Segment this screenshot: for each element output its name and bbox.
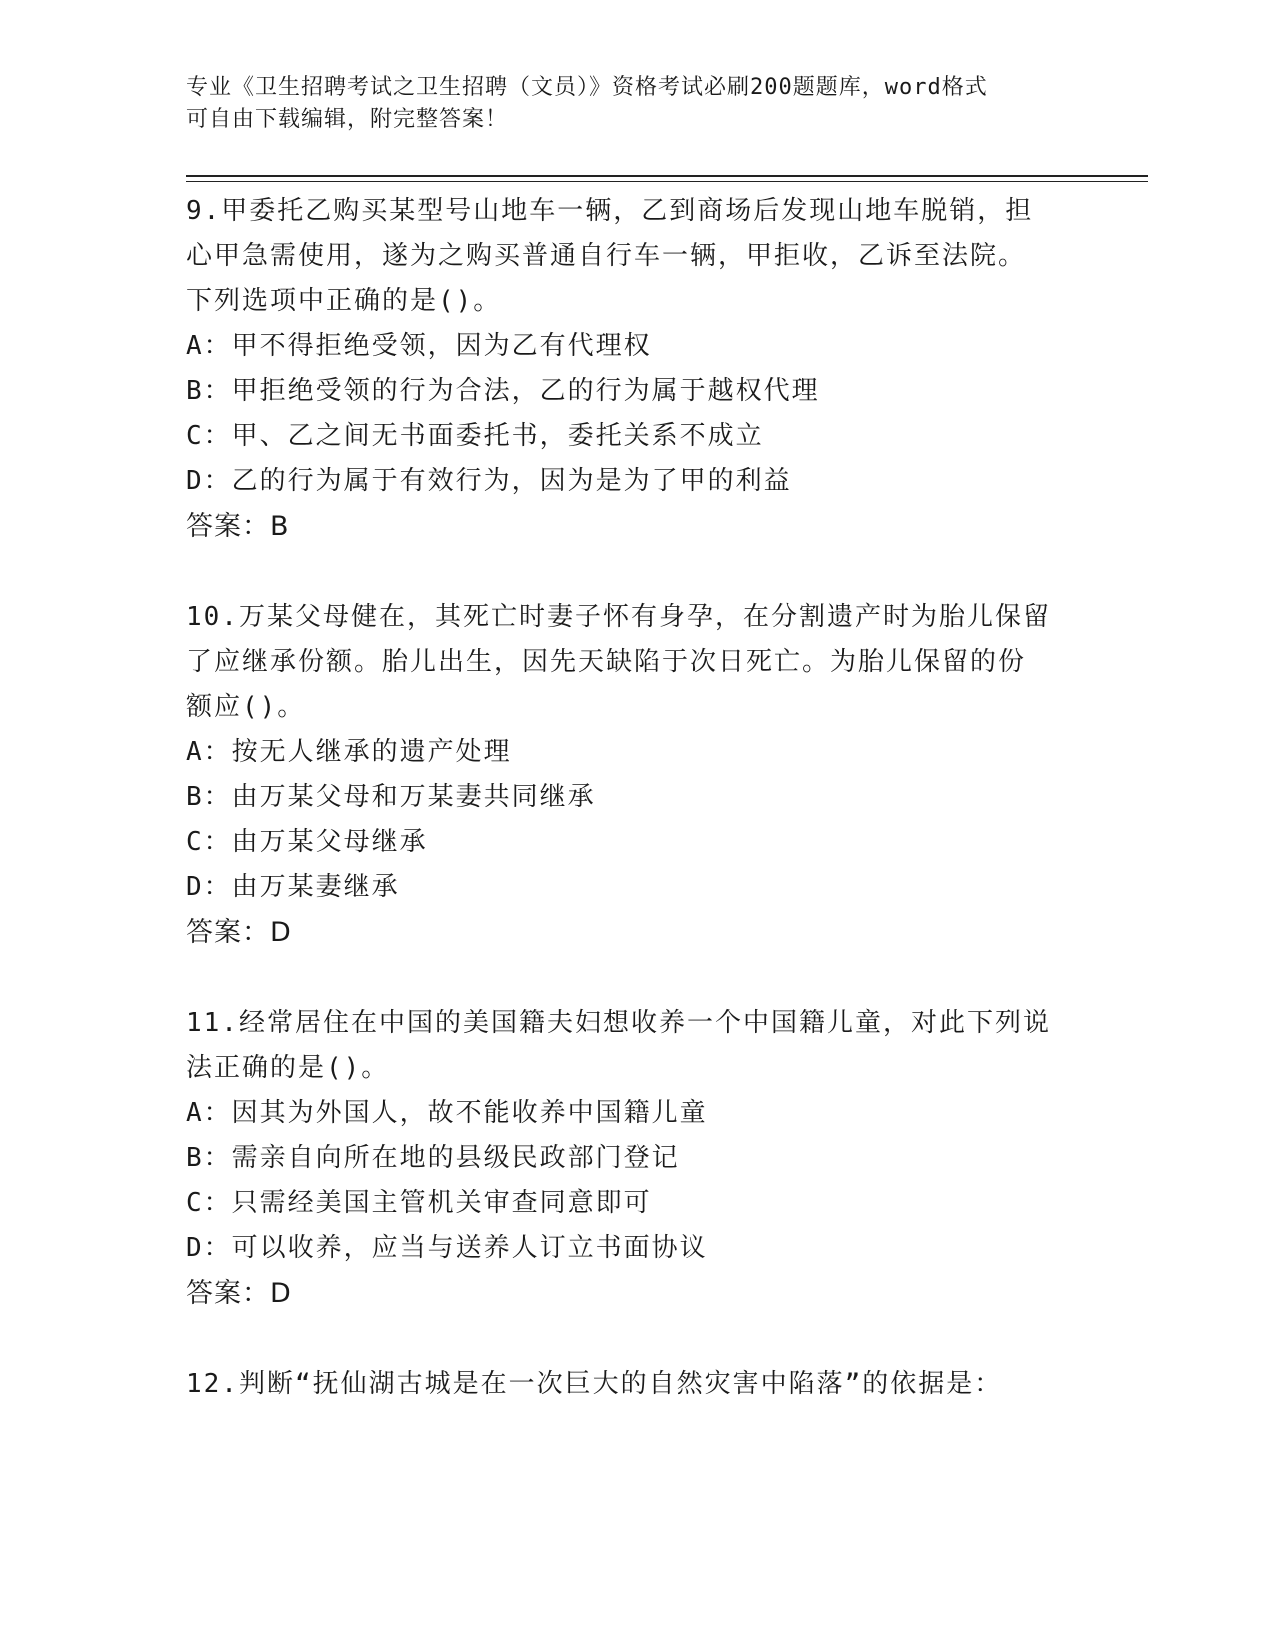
option-a: A：按无人继承的遗产处理 [186,737,512,767]
question-text-line: 下列选项中正确的是()。 [186,286,502,316]
answer-line: 答案：D [186,1278,292,1309]
option-a: A：甲不得拒绝受领，因为乙有代理权 [186,331,652,361]
question-text-line: 12.判断“抚仙湖古城是在一次巨大的自然灾害中陷落”的依据是： [186,1369,1003,1399]
answer-line: 答案：B [186,511,290,542]
option-b: B：甲拒绝受领的行为合法，乙的行为属于越权代理 [186,376,820,406]
option-b: B：由万某父母和万某妻共同继承 [186,782,596,812]
option-d: D：乙的行为属于有效行为，因为是为了甲的利益 [186,466,792,496]
option-a: A：因其为外国人，故不能收养中国籍儿童 [186,1098,708,1128]
header-divider-thin [186,181,1148,182]
question-text-line: 11.经常居住在中国的美国籍夫妇想收养一个中国籍儿童，对此下列说 [186,1008,1051,1038]
header-line-2: 可自由下载编辑，附完整答案！ [186,107,509,132]
option-d: D：可以收养，应当与送养人订立书面协议 [186,1233,708,1263]
option-c: C：由万某父母继承 [186,827,428,857]
option-c: C：甲、乙之间无书面委托书，委托关系不成立 [186,421,764,451]
question-text-line: 额应()。 [186,692,306,722]
question-text-line: 心甲急需使用，遂为之购买普通自行车一辆，甲拒收，乙诉至法院。 [186,241,1027,271]
question-list [186,189,1086,1453]
question-11 [186,1001,1086,1316]
header-divider-thick [186,175,1148,177]
option-b: B：需亲自向所在地的县级民政部门登记 [186,1143,680,1173]
question-text-line: 9.甲委托乙购买某型号山地车一辆，乙到商场后发现山地车脱销，担 [186,196,1034,226]
document-header [186,72,1086,136]
question-10 [186,595,1086,955]
question-9 [186,189,1086,549]
question-text-line: 法正确的是()。 [186,1053,390,1083]
question-text-line: 10.万某父母健在，其死亡时妻子怀有身孕，在分割遗产时为胎儿保留 [186,602,1051,632]
question-12 [186,1362,1086,1407]
option-d: D：由万某妻继承 [186,872,400,902]
question-text-line: 了应继承份额。胎儿出生，因先天缺陷于次日死亡。为胎儿保留的份 [186,647,1027,677]
option-c: C：只需经美国主管机关审查同意即可 [186,1188,652,1218]
header-line-1: 专业《卫生招聘考试之卫生招聘（文员）》资格考试必刷200题题库，word格式 [186,75,988,100]
answer-line: 答案：D [186,917,292,948]
